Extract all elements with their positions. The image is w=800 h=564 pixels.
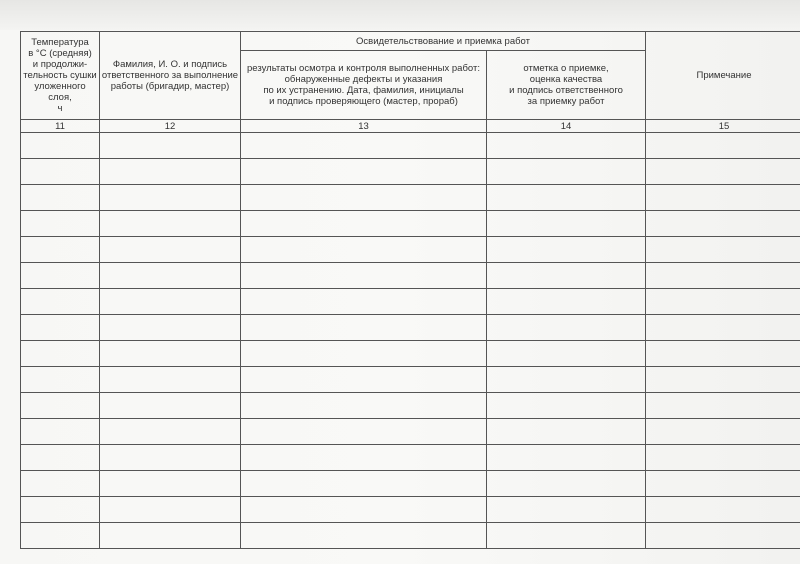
header-inspection-results: результаты осмотра и контроля выполненных работ: обнаруженные дефекты и указания по их устранению. Дата, фамилия, инициалы и подпись проверяющего (мастер, прораб) [241,51,487,120]
header-drying-temperature: Температура в °С (средняя) и продолжи- тельность сушки уложенного слоя, ч [21,32,100,120]
table-cell [100,315,241,341]
header-inspection-acceptance: Освидетельствование и приемка работ [241,32,646,51]
table-cell [21,393,100,419]
table-cell [487,393,646,419]
table-cell [646,133,800,159]
works-journal-table [20,31,800,549]
table-cell [646,471,800,497]
table-cell [21,185,100,211]
table-row [21,211,800,237]
table-cell [241,159,487,185]
table-cell [21,133,100,159]
column-number: 13 [241,120,487,133]
table-cell [487,341,646,367]
table-cell [21,367,100,393]
table-cell [241,445,487,471]
table-cell [100,367,241,393]
table-cell [487,471,646,497]
table-cell [100,133,241,159]
table-cell [100,211,241,237]
table-row [21,133,800,159]
table-cell [21,159,100,185]
table-cell [487,419,646,445]
column-number: 11 [21,120,100,133]
column-number: 12 [100,120,241,133]
table-row [21,289,800,315]
table-cell [100,263,241,289]
table-cell [100,185,241,211]
table-cell [21,289,100,315]
column-number: 15 [646,120,800,133]
table-cell [487,523,646,549]
table-row [21,159,800,185]
table-cell [241,263,487,289]
table-row [21,341,800,367]
table-row [21,367,800,393]
table-cell [241,419,487,445]
table-row [21,185,800,211]
table-cell [21,419,100,445]
table-cell [241,393,487,419]
table-row [21,237,800,263]
table-cell [21,341,100,367]
header-acceptance-mark: отметка о приемке, оценка качества и подпись ответственного за приемку работ [487,51,646,120]
table-cell [646,419,800,445]
column-number: 14 [487,120,646,133]
table-cell [487,367,646,393]
table-cell [21,523,100,549]
table-cell [100,497,241,523]
table-cell [21,471,100,497]
table-cell [100,471,241,497]
page-top-shadow [0,0,800,30]
table-cell [487,211,646,237]
table-cell [646,289,800,315]
table-row [21,523,800,549]
table-cell [21,237,100,263]
table-row [21,419,800,445]
table-cell [487,237,646,263]
table-cell [241,237,487,263]
table-cell [646,159,800,185]
table-cell [241,289,487,315]
table-row [21,393,800,419]
table-cell [487,445,646,471]
table-row [21,445,800,471]
table-cell [646,211,800,237]
table-cell [100,159,241,185]
table-cell [241,471,487,497]
table-cell [646,263,800,289]
table-cell [21,445,100,471]
table-row [21,263,800,289]
table-cell [487,133,646,159]
table-cell [21,263,100,289]
header-notes: Примечание [646,32,800,120]
table-cell [100,341,241,367]
table-cell [487,263,646,289]
table-cell [646,341,800,367]
table-cell [241,185,487,211]
table-cell [100,445,241,471]
table-cell [241,341,487,367]
table-cell [100,393,241,419]
table-cell [100,419,241,445]
table-cell [241,315,487,341]
table-cell [646,393,800,419]
table-cell [241,211,487,237]
table-cell [241,497,487,523]
table-cell [487,159,646,185]
table-row [21,497,800,523]
table-cell [100,237,241,263]
table-cell [21,497,100,523]
table-cell [487,315,646,341]
table-cell [646,237,800,263]
table-row [21,315,800,341]
table-cell [487,497,646,523]
table-cell [21,315,100,341]
table-cell [646,367,800,393]
journal-rows [21,133,800,549]
table-cell [487,185,646,211]
table-cell [241,523,487,549]
table-cell [241,367,487,393]
table-cell [646,497,800,523]
table-cell [241,133,487,159]
table-cell [646,315,800,341]
table-row [21,471,800,497]
table-cell [646,185,800,211]
column-number-row [21,120,800,133]
table-cell [487,289,646,315]
table-cell [21,211,100,237]
table-cell [100,523,241,549]
table-cell [100,289,241,315]
table-cell [646,523,800,549]
table-cell [646,445,800,471]
header-responsible-person: Фамилия, И. О. и подпись ответственного за выполнение работы (бригадир, мастер) [100,32,241,120]
